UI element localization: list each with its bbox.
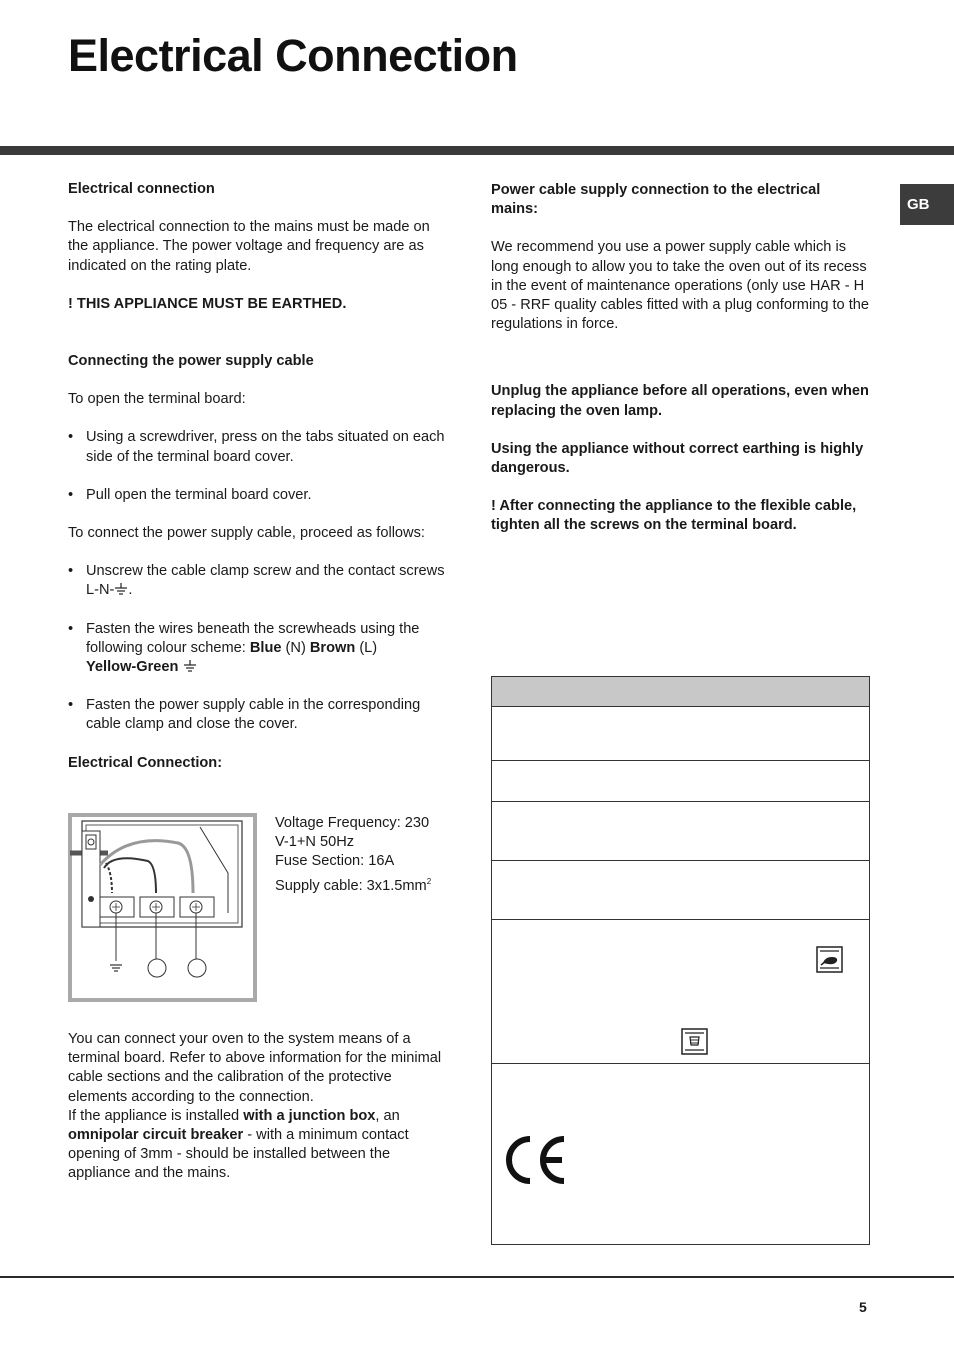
bullet-unscrew-end: .	[128, 582, 133, 599]
warning-screws: ! After connecting the appliance to the flexible cable, tighten all the screws on the terminal board.	[491, 498, 857, 534]
bottom-rule	[0, 1276, 954, 1278]
spec-voltage-line-1: Voltage Frequency: 230	[275, 815, 430, 831]
table-divider	[492, 919, 869, 920]
heading-electrical-connection-2: Electrical Connection:	[68, 754, 223, 771]
warning-unplug: Unplug the appliance before all operations, even when replacing the oven lamp.	[491, 383, 869, 419]
heading-power-cable-supply: Power cable supply connection to the electrical mains:	[491, 182, 821, 218]
table-divider	[492, 760, 869, 761]
brown-label: Brown	[309, 639, 356, 656]
table-divider	[492, 801, 869, 802]
bullet-pull-open: • Pull open the terminal board cover.	[68, 486, 448, 505]
spec-cable-text: Supply cable: 3x1.5mm	[275, 877, 427, 894]
table-header	[492, 677, 869, 707]
bottom-p2-end: - with a minimum contact opening of 3mm - should be installed between the appliance and the mains.	[68, 1127, 409, 1182]
oven-icon	[681, 1028, 708, 1055]
earth-ground-icon	[114, 583, 128, 595]
spec-voltage-line-2: V-1+N 50Hz	[275, 834, 355, 851]
n-label: (N)	[281, 639, 310, 656]
heading-electrical-connection: Electrical connection	[68, 181, 215, 197]
warning-earthing: Using the appliance without correct earthing is highly dangerous.	[491, 440, 864, 477]
bullet-screwdriver: • Using a screwdriver, press on the tabs situated on each side of the terminal board cover.	[68, 428, 448, 466]
bullet-unscrew	[68, 562, 448, 600]
paragraph-recommend: We recommend you use a power supply cable which is long enough to allow you to take the oven out of its recess in the event of maintenance operations (only use HAR - H 05 - RRF quality cables fitted with a plug conforming to the regulations in force.	[491, 239, 870, 333]
connect-intro: To connect the power supply cable, proceed as follows:	[68, 525, 425, 542]
spec-fuse: Fuse Section: 16A	[275, 853, 395, 870]
circuit-breaker-label: omnipolar circuit breaker	[68, 1127, 244, 1144]
table-divider	[492, 1063, 869, 1064]
junction-box-label: with a junction box	[243, 1107, 376, 1124]
bullet-unscrew-text: Unscrew the cable clamp screw and the contact screws L-N-	[86, 563, 445, 599]
bullet-fasten-wires-text: Fasten the wires beneath the screwheads using the following colour scheme:	[86, 620, 420, 656]
left-column	[68, 180, 448, 773]
page-number: 5	[859, 1299, 867, 1315]
spec-cable-sup: 2	[426, 876, 432, 886]
terminal-board-diagram	[68, 813, 257, 1002]
bottom-p2-mid: , an	[375, 1107, 400, 1124]
right-column	[491, 181, 869, 536]
top-rule	[0, 146, 954, 155]
earth-ground-icon	[183, 660, 197, 672]
page-title: Electrical Connection	[68, 30, 518, 81]
grill-icon	[816, 946, 843, 973]
bullet-fasten-wires	[68, 620, 448, 678]
open-intro: To open the terminal board:	[68, 391, 246, 408]
language-tab: GB	[900, 184, 954, 225]
ce-mark	[500, 1134, 568, 1186]
spec-cable	[275, 872, 455, 896]
heading-power-cable: Connecting the power supply cable	[68, 353, 314, 370]
electrical-spec	[275, 814, 455, 896]
table-divider	[492, 860, 869, 861]
blue-label: Blue	[249, 639, 282, 656]
bottom-p2-start: If the appliance is installed	[68, 1107, 244, 1124]
yellow-green-label: Yellow-Green	[86, 659, 179, 676]
bottom-text	[68, 1030, 448, 1184]
bottom-paragraph-1: You can connect your oven to the system means of a terminal board. Refer to above information for the minimal cable sections and the calibration of the protective elements according to the connection.	[68, 1031, 442, 1105]
bullet-fasten-cable: • Fasten the power supply cable in the corresponding cable clamp and close the cover.	[68, 696, 448, 734]
earth-warning: ! THIS APPLIANCE MUST BE EARTHED.	[68, 295, 347, 312]
paragraph-mains: The electrical connection to the mains must be made on the appliance. The power voltage and frequency are as indicated on the rating plate.	[68, 219, 430, 274]
l-label: (L)	[355, 639, 378, 656]
